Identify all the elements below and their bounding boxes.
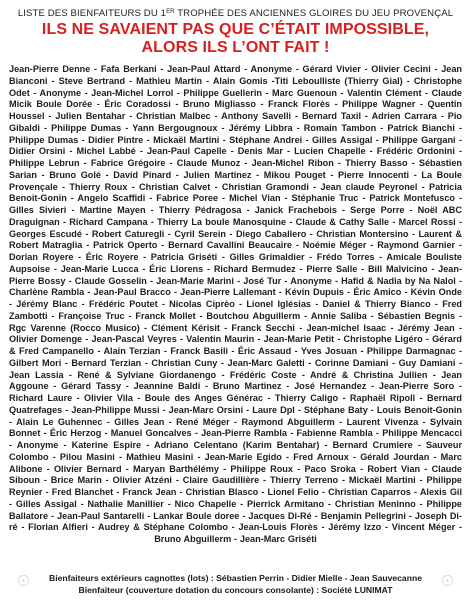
headline — [9, 21, 462, 57]
list-title-prefix: LISTE DES BIENFAITEURS DU 1 — [17, 8, 167, 19]
list-title-suffix: TROPHÉE DES ANCIENNES GLOIRES DU JEU PROVENÇAL — [174, 8, 454, 19]
list-title — [9, 7, 462, 19]
list-title-sup: ER — [166, 9, 175, 15]
headline-line-1: ILS NE SAVAIENT PAS QUE C’ÉTAIT IMPOSSIBLE, — [41, 21, 430, 38]
footer-external-benefactors: Bienfaiteurs extérieurs cagnottes (lots) : Sébastien Perrin - Didier Mielle - Jean Sauvecanne — [49, 573, 422, 583]
headline-line-2: ALORS ILS L’ONT FAIT ! — [141, 39, 330, 56]
footer-sponsor: Bienfaiteur (couverture dotation du concours consolante) : Société LUNIMAT — [78, 584, 393, 595]
footer — [0, 573, 471, 596]
benefactor-names: Jean-Pierre Denne - Fafa Berkani - Jean-Paul Attard - Anonyme - Gérard Vivier - Olivier Cecini - Jean Bianconi - Steve Bertrand - Mathieu Martin - Alain Gomis -Titi Leboulliste (Thierry Gial) - Christophe Odet - Anonyme - Jean-Michel Lorrol - Philippe Guellerin - Marc Guenoun - Valentin Clément - Claude Micik Boule Dorée - Éric Coradossi - Bruno Migliasso - Franck Florès - Philippe Wagner - Quentin Houssel - Julien Bentahar - Christian Malbec - Anthony Savelli - Bernard Taxil - Adrien Carrara - Pio Gibaldi - Philippe Dumas - Yann Bergougnoux - Jérémy Libbra - Romain Tambon - Patrick Bianchi - Philippe Dumas - Didier Pintre - Mickaël Martini - Stéphane Andrei - Gilles Assigal - Philippe Gargani - Didier Orsini - Michel Labbé - Jean-Paul Capelle - Denis Mar - Lucien Chapelle - Frédéric Ordonini - Philippe Lebrun - Fabrice Grégoire - Claude Munoz - Jean-Michel Ribon - Thierry Basso - Sébastien Sarian - Bruno Golé - David Pinard - Julien Martinez - Mikou Pouget - Pierre Innocenti - La Boule Provençale - Thierry Roux - Christian Calvet - Christian Gramondi - Jean claude Peyronel - Patricia Benoit-Gonin - Angelo Scaffidi - Fabrice Poree - Michel Vian - Stéphanie Truc - Patrick Montefusco - Gilles Sivieri - Martine Mayen - Thierry Pédragosa - Janick Frachebois - Serge Porre - Noël ABC Draguignan - Richard Campana - Thierry La boule Manosquine - Claude & Cathy Salle - Marcel Rossi - Georges Escudé - Robert Caturegli - Cyril Serein - Diego Caballero - Christian Montersino - Laurent & Robert Matraglia - Patrick Operto - Bernard Cavallini Beaucaire - Noémie Méger - Raymond Garnier - Dorian Royere - Éric Royere - Patricia Griséti - Gilles Grimaldier - Frédo Torres - Amicale Bouliste Aupsoise - Jean-Marie Lucca - Éric Llorens - Richard Bermudez - Pierre Salle - Bill Malvicino - Jean-Pierre Bossy - Claude Gosselin - Jean-Marie Marini - José Tur - Anonyme - Hafid & Nadia by Na Nalol - Charlène Rambla - Jean-Paul Bracco - Jean-Pierre Lallemant - Kévin Dupuis - Éric Amico - Kévin Onde - Jérémy Blanc - Frédéric Poutet - Nicolas Ciprèo - Lionel Iglésias - Daniel & Thierry Bianco - Fred Zambotti - Françoise Truc - Franck Mollet - Boutchou Abguillerm - Annie Saliba - Sébastien Begnis - Rgc Varenne (Rocco Musico) - Clément Kérisit - Franck Secchi - Jean-michel Isaac - Jérémy Jean - Olivier Domenge - Jean-Pascal Veyres - Valentin Maurin - Jean-Marie Petit - Christophe Ligéro - Gérard & Fred Campanello - Alain Terzian - Franck Basili - Éric Assaud - Yves Josuan - Philippe Darmagnac - Gilbert Mori - Bernard Terzian - Christian Cuny - Jean-Marc Galetti - Corinne Damiani - Guy Damiani - Jean Lassia - René & Sylviane Giordanengo - Frédéric Coste - André & Christina Jullien - Jean Aggoune - Gérard Tassy - Jeannine Baldi - Bruno Martinez - José Hernandez - Jean-Pierre Soro - Richard Laure - Olivier Vila - Boule des Anges Générac - Thierry Caligo - Raphaël Ripoll - Bernard Quatrefages - Jean-Philippe Mussi - Jean-Marc Orsini - Laure Dpl - Stéphane Baty - Louis Benoit-Gonin - Alain Le Guhennec - Gilles Jean - René Méger - Raymond Abguillerm - Laurent Vivenza - Sylvain Bonnet - Éric Herzog - Manuel Goncalves - Jean-Pierre Rambla - Fabienne Rambla - Philippe Mencacci - Anonyme - Katerine Espire - Adriano Celentano (Karim Bentahar) - Bernard Crumiere - Sauveur Colombo - Pilou Masini - Mathieu Masini - Jean-Marie Egido - Fred Arnoux - Gérald Jourdan - Marc Alibone - Olivier Bernard - Maryan Barthélémy - Philippe Roux - Paco Sroka - Robert Vian - Claude Siboun - Brice Marin - Olivier Atzéni - Claire Gaudillière - Thierry Terreno - Mickaël Martini - Philippe Reynier - Fred Blanchet - Franck Jean - Christian Blasco - Lionel Felio - Christian Caparros - Alexis Gil - Gilles Assigal - Nathalie Manillier - Nico Chapelle - Pierrick Armitano - Christian Meninno - Philippe Ballatore - Jean-Paul Santarelli - Lankar Boule doree - Jacques Di-Ré - Benjamin Pellegrini - Joseph Di-ré - Florian Alfieri - Audrey & Stéphane Colombo - Jean-Louis Florès - Jérémy Izzo - Vincent Méger - Bruno Abguillerm - Jean-Marc Griséti — [9, 64, 462, 544]
